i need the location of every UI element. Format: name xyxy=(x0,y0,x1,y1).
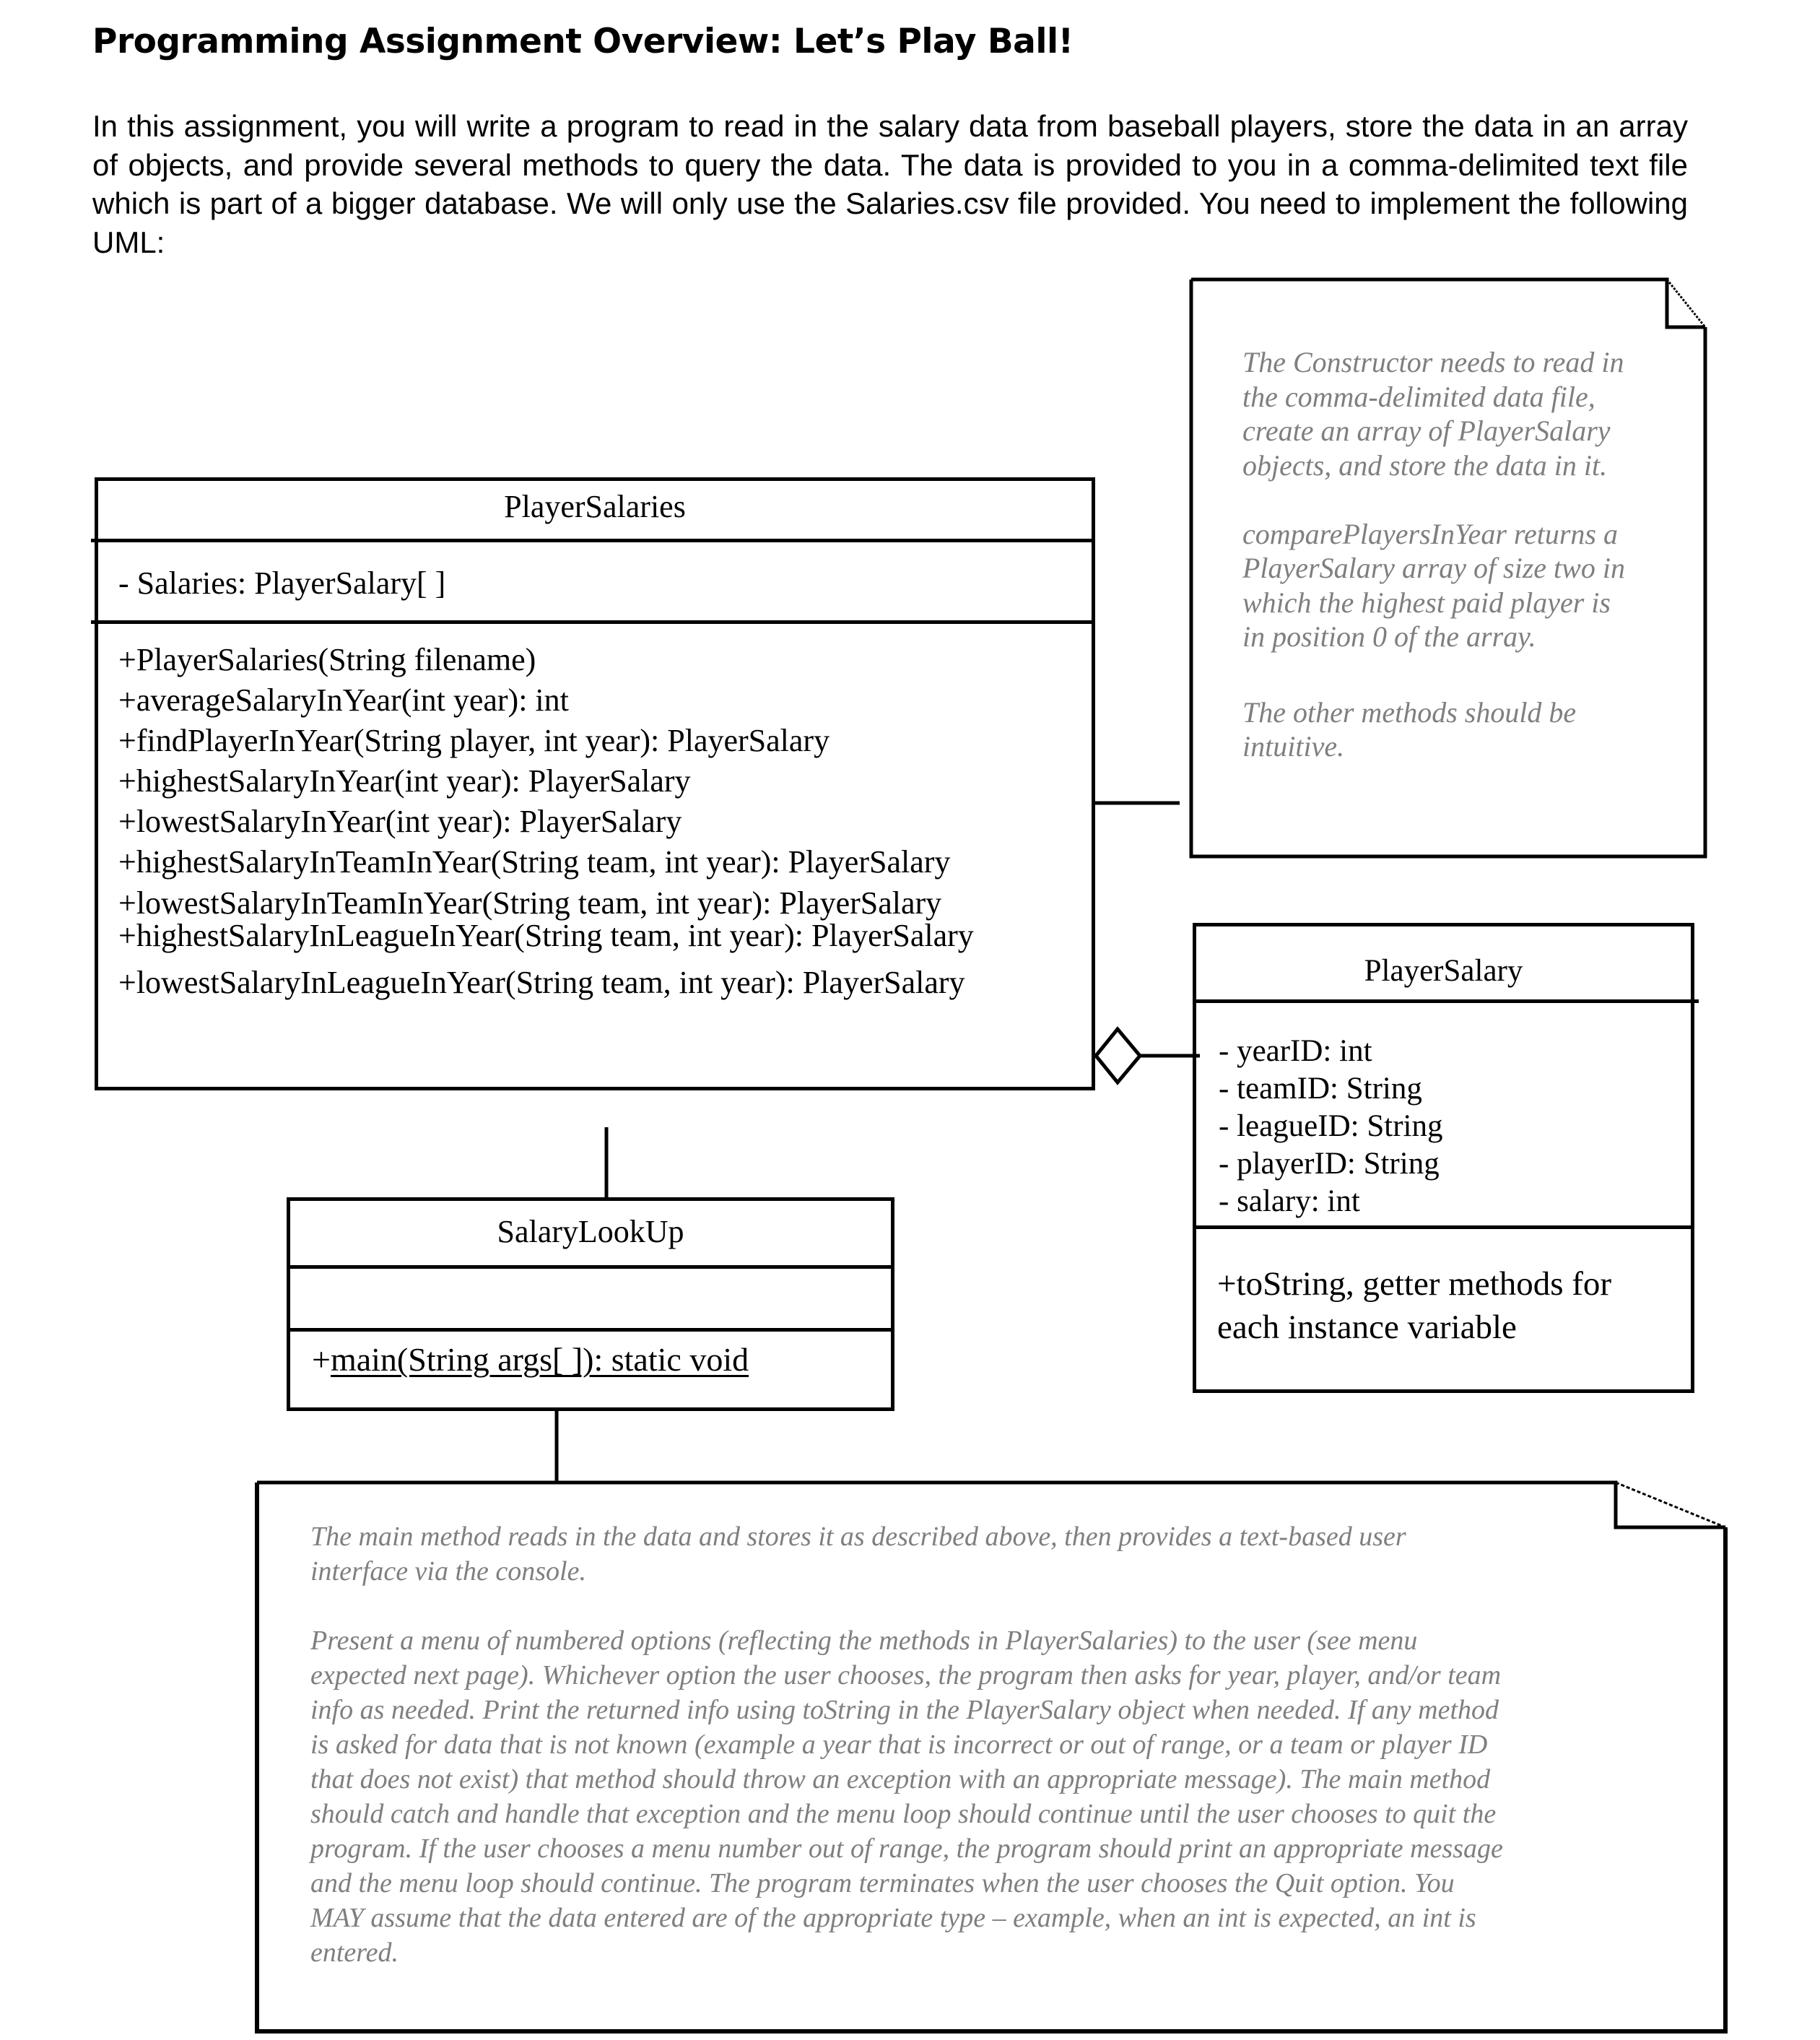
note-line: objects, and store the data in it. xyxy=(1242,448,1608,482)
note-line: intuitive. xyxy=(1242,730,1345,763)
note-line: that does not exist) that method should throw an exception with an appropriate message). The main method xyxy=(310,1764,1491,1794)
constructor-note-text xyxy=(1242,345,1625,764)
note-line: The Constructor needs to read in xyxy=(1242,346,1624,378)
note-line: Present a menu of numbered options (reflecting the methods in PlayerSalaries) to the user (see menu xyxy=(310,1626,1418,1656)
class-method: +lowestSalaryInYear(int year): PlayerSalary xyxy=(118,804,682,839)
note-line: create an array of PlayerSalary xyxy=(1242,414,1611,447)
class-method: +toString, getter methods for xyxy=(1217,1265,1612,1303)
static-method-name: main(String args[ ]): static void xyxy=(330,1341,749,1378)
class-method: each instance variable xyxy=(1217,1308,1517,1346)
intro-line: In this assignment, you will write a program to read in the salary data from baseball players, store the data in an array xyxy=(92,109,1688,143)
note-line: is asked for data that is not known (example a year that is incorrect or out of range, or a team or player ID xyxy=(310,1729,1488,1760)
note-line: MAY assume that the data entered are of the appropriate type – example, when an int is expected, an int is xyxy=(310,1903,1476,1933)
class-attribute: - teamID: String xyxy=(1219,1072,1422,1106)
note-line: expected next page). Whichever option the user chooses, the program then asks for year, player, and/or team xyxy=(310,1660,1502,1690)
class-name: PlayerSalaries xyxy=(504,489,686,524)
note-spacer xyxy=(1242,482,1625,517)
class-attribute: - yearID: int xyxy=(1219,1034,1372,1068)
note-spacer xyxy=(310,1589,1503,1623)
class-method: +highestSalaryInTeamInYear(String team, int year): PlayerSalary xyxy=(118,844,951,880)
note-line: in position 0 of the array. xyxy=(1242,620,1536,653)
note-line: info as needed. Print the returned info using toString in the PlayerSalary object when needed. If any method xyxy=(310,1695,1499,1725)
visibility-marker: + xyxy=(312,1341,331,1378)
page-title: Programming Assignment Overview: Let’s Play Ball! xyxy=(92,22,1074,61)
class-divider xyxy=(1195,999,1699,1003)
note-line: The other methods should be xyxy=(1242,695,1577,729)
class-divider xyxy=(91,539,1094,542)
note-line: should catch and handle that exception and the menu loop should continue until the user chooses to quit the xyxy=(310,1799,1497,1829)
class-divider xyxy=(288,1328,893,1332)
class-divider xyxy=(288,1265,893,1269)
class-attribute: - Salaries: PlayerSalary[ ] xyxy=(118,565,446,601)
class-methods xyxy=(1217,1262,1611,1349)
note-spacer xyxy=(1242,654,1625,695)
intro-line: of objects, and provide several methods to query the data. The data is provided to you in a comma-delimited text file xyxy=(92,147,1688,182)
class-attribute: - leagueID: String xyxy=(1219,1109,1443,1143)
intro-line: UML: xyxy=(92,225,165,259)
class-method: +lowestSalaryInTeamInYear(String team, int year): PlayerSalary xyxy=(118,885,942,921)
class-method: +PlayerSalaries(String filename) xyxy=(118,642,536,677)
note-line: comparePlayersInYear returns a xyxy=(1242,517,1618,550)
class-name: SalaryLookUp xyxy=(497,1214,684,1249)
note-line: The main method reads in the data and stores it as described above, then provides a text-based user xyxy=(310,1522,1406,1552)
class-attributes xyxy=(1219,1033,1442,1220)
class-method: +averageSalaryInYear(int year): int xyxy=(118,682,569,718)
class-method: +findPlayerInYear(String player, int year): PlayerSalary xyxy=(118,723,830,758)
note-line: PlayerSalary array of size two in xyxy=(1242,552,1625,584)
class-name: PlayerSalary xyxy=(1364,954,1523,988)
note-line: program. If the user chooses a menu number out of range, the program should print an appropriate message xyxy=(310,1833,1503,1864)
note-line: entered. xyxy=(310,1937,399,1968)
class-method: +lowestSalaryInLeagueInYear(String team, int year): PlayerSalary xyxy=(118,965,965,1000)
note-line: which the highest paid player is xyxy=(1242,586,1611,619)
class-attribute: - salary: int xyxy=(1219,1184,1360,1218)
main-note-text xyxy=(310,1519,1503,1970)
class-divider xyxy=(91,620,1094,624)
note-line: the comma-delimited data file, xyxy=(1242,380,1595,413)
class-divider xyxy=(1195,1225,1693,1229)
class-method xyxy=(312,1340,749,1379)
intro-line: which is part of a bigger database. We will only use the Salaries.csv file provided. You need to implement the following xyxy=(92,186,1688,220)
class-method: +highestSalaryInYear(int year): PlayerSalary xyxy=(118,763,691,799)
class-attribute: - playerID: String xyxy=(1219,1147,1440,1181)
class-method: +highestSalaryInLeagueInYear(String team, int year): PlayerSalary xyxy=(118,918,974,953)
note-line: and the menu loop should continue. The program terminates when the user chooses the Quit option. You xyxy=(310,1868,1455,1898)
note-line: interface via the console. xyxy=(310,1556,586,1587)
